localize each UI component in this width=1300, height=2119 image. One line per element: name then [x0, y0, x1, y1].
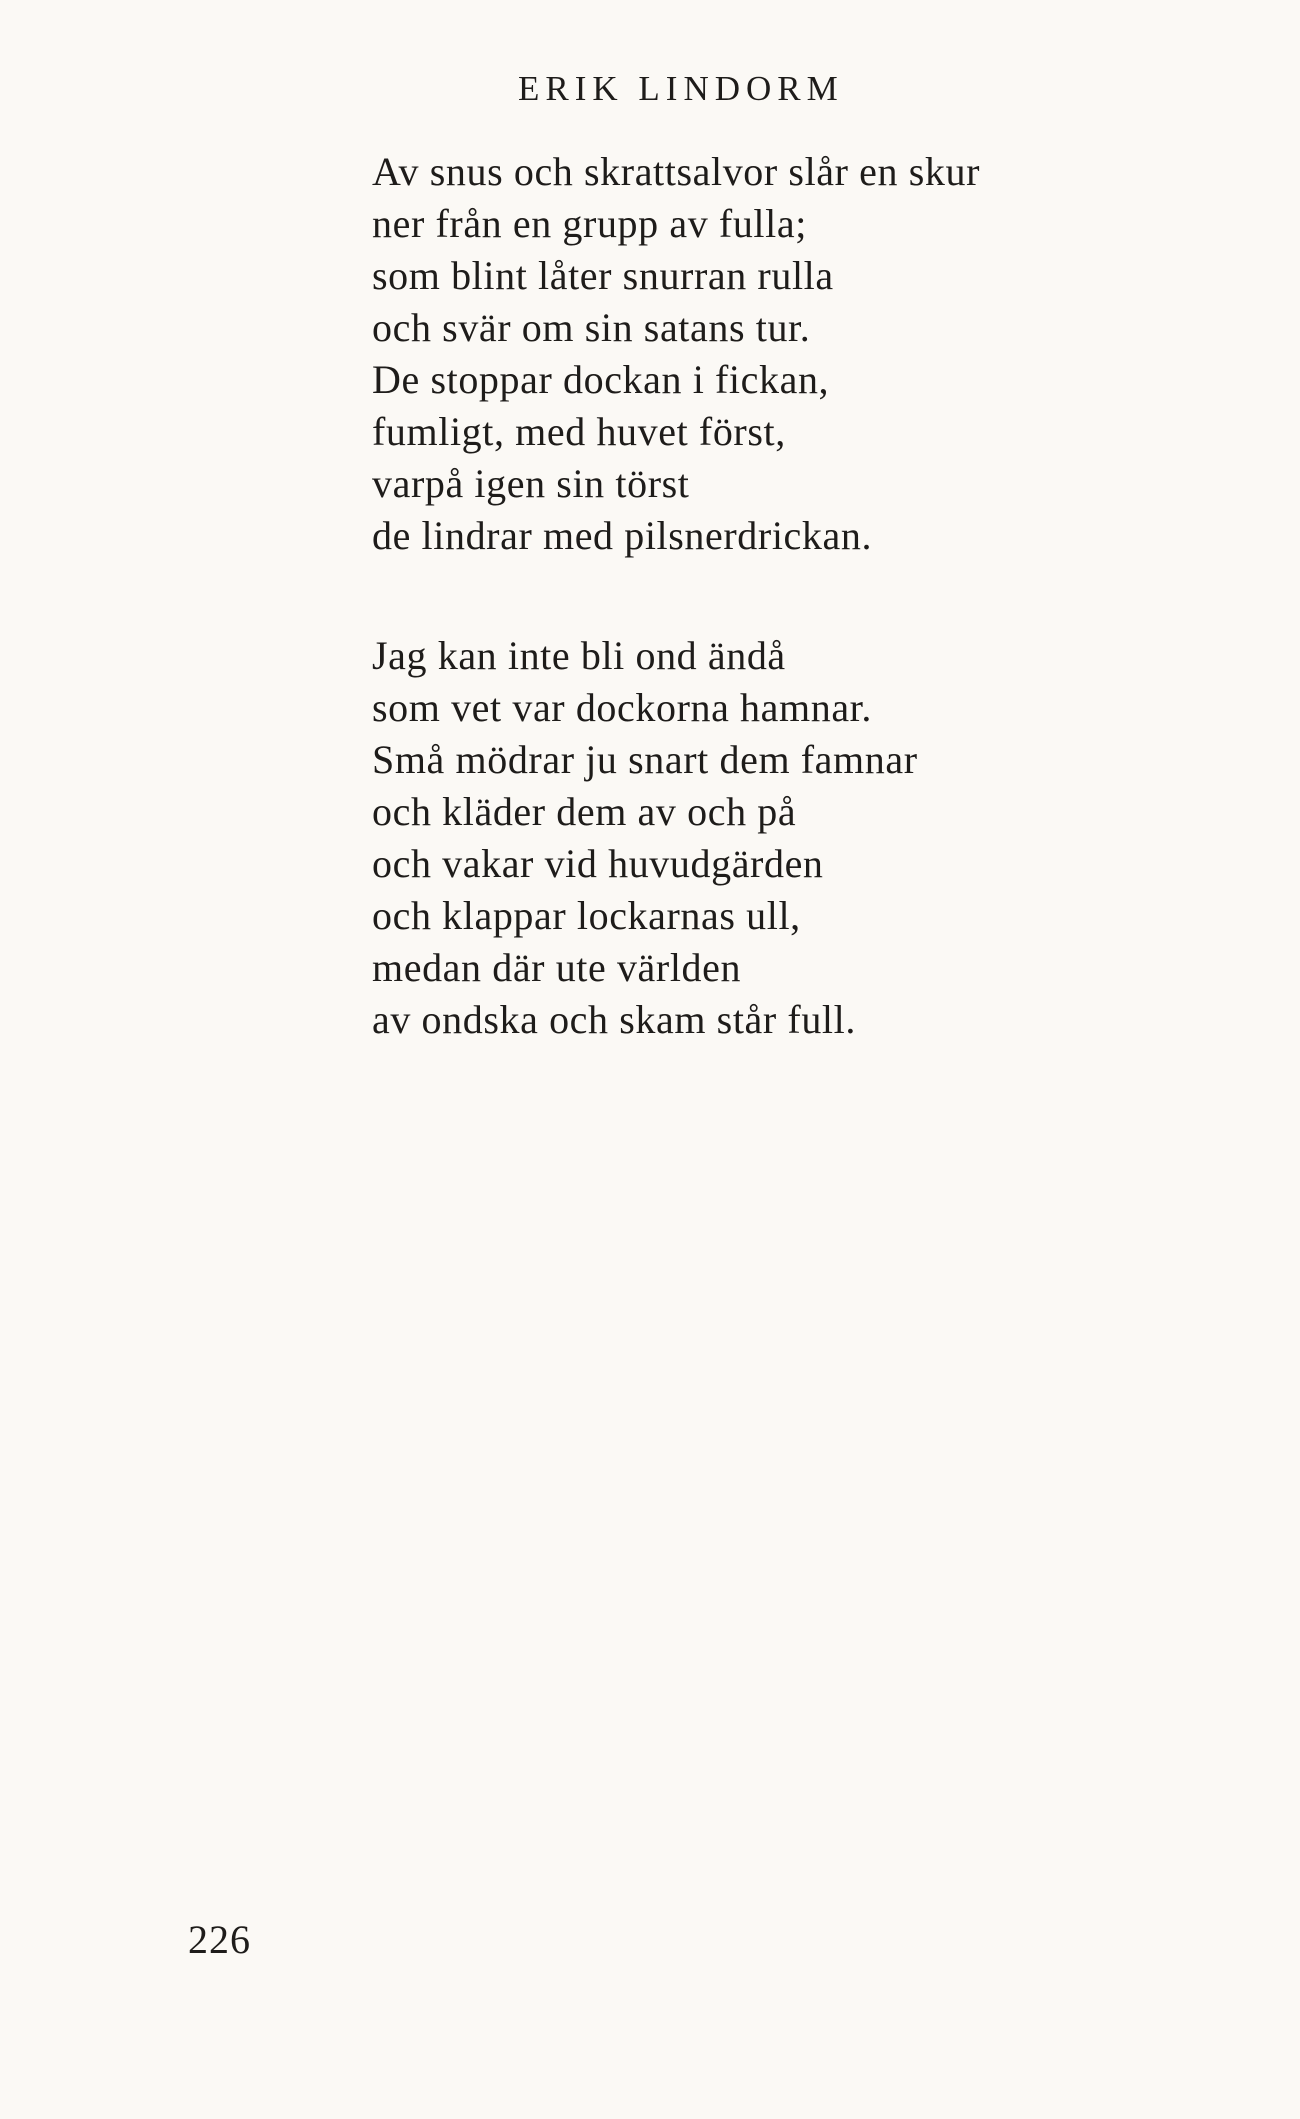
poem-line: Av snus och skrattsalvor slår en skur: [372, 149, 981, 194]
poem-line: och klappar lockarnas ull,: [372, 893, 801, 938]
poem-line: de lindrar med pilsnerdrickan.: [372, 513, 873, 558]
poem-line: fumligt, med huvet först,: [372, 409, 786, 454]
poem-line: Små mödrar ju snart dem famnar: [372, 737, 918, 782]
poem-line: som vet var dockorna hamnar.: [372, 685, 872, 730]
stanza-2: [372, 630, 980, 1046]
poem-line: varpå igen sin törst: [372, 461, 690, 506]
poem-line: De stoppar dockan i fickan,: [372, 357, 830, 402]
poem-line: av ondska och skam står full.: [372, 997, 856, 1042]
poem-line: ner från en grupp av fulla;: [372, 201, 807, 246]
poem-line: som blint låter snurran rulla: [372, 253, 834, 298]
poem-line: och svär om sin satans tur.: [372, 305, 811, 350]
poem: [372, 146, 980, 1046]
poem-line: och kläder dem av och på: [372, 789, 797, 834]
running-head: ERIK LINDORM: [518, 69, 844, 108]
poem-line: medan där ute världen: [372, 945, 742, 990]
poem-line: och vakar vid huvudgärden: [372, 841, 824, 886]
page-number: 226: [188, 1917, 251, 1962]
poem-line: Jag kan inte bli ond ändå: [372, 633, 786, 678]
stanza-1: [372, 146, 980, 562]
